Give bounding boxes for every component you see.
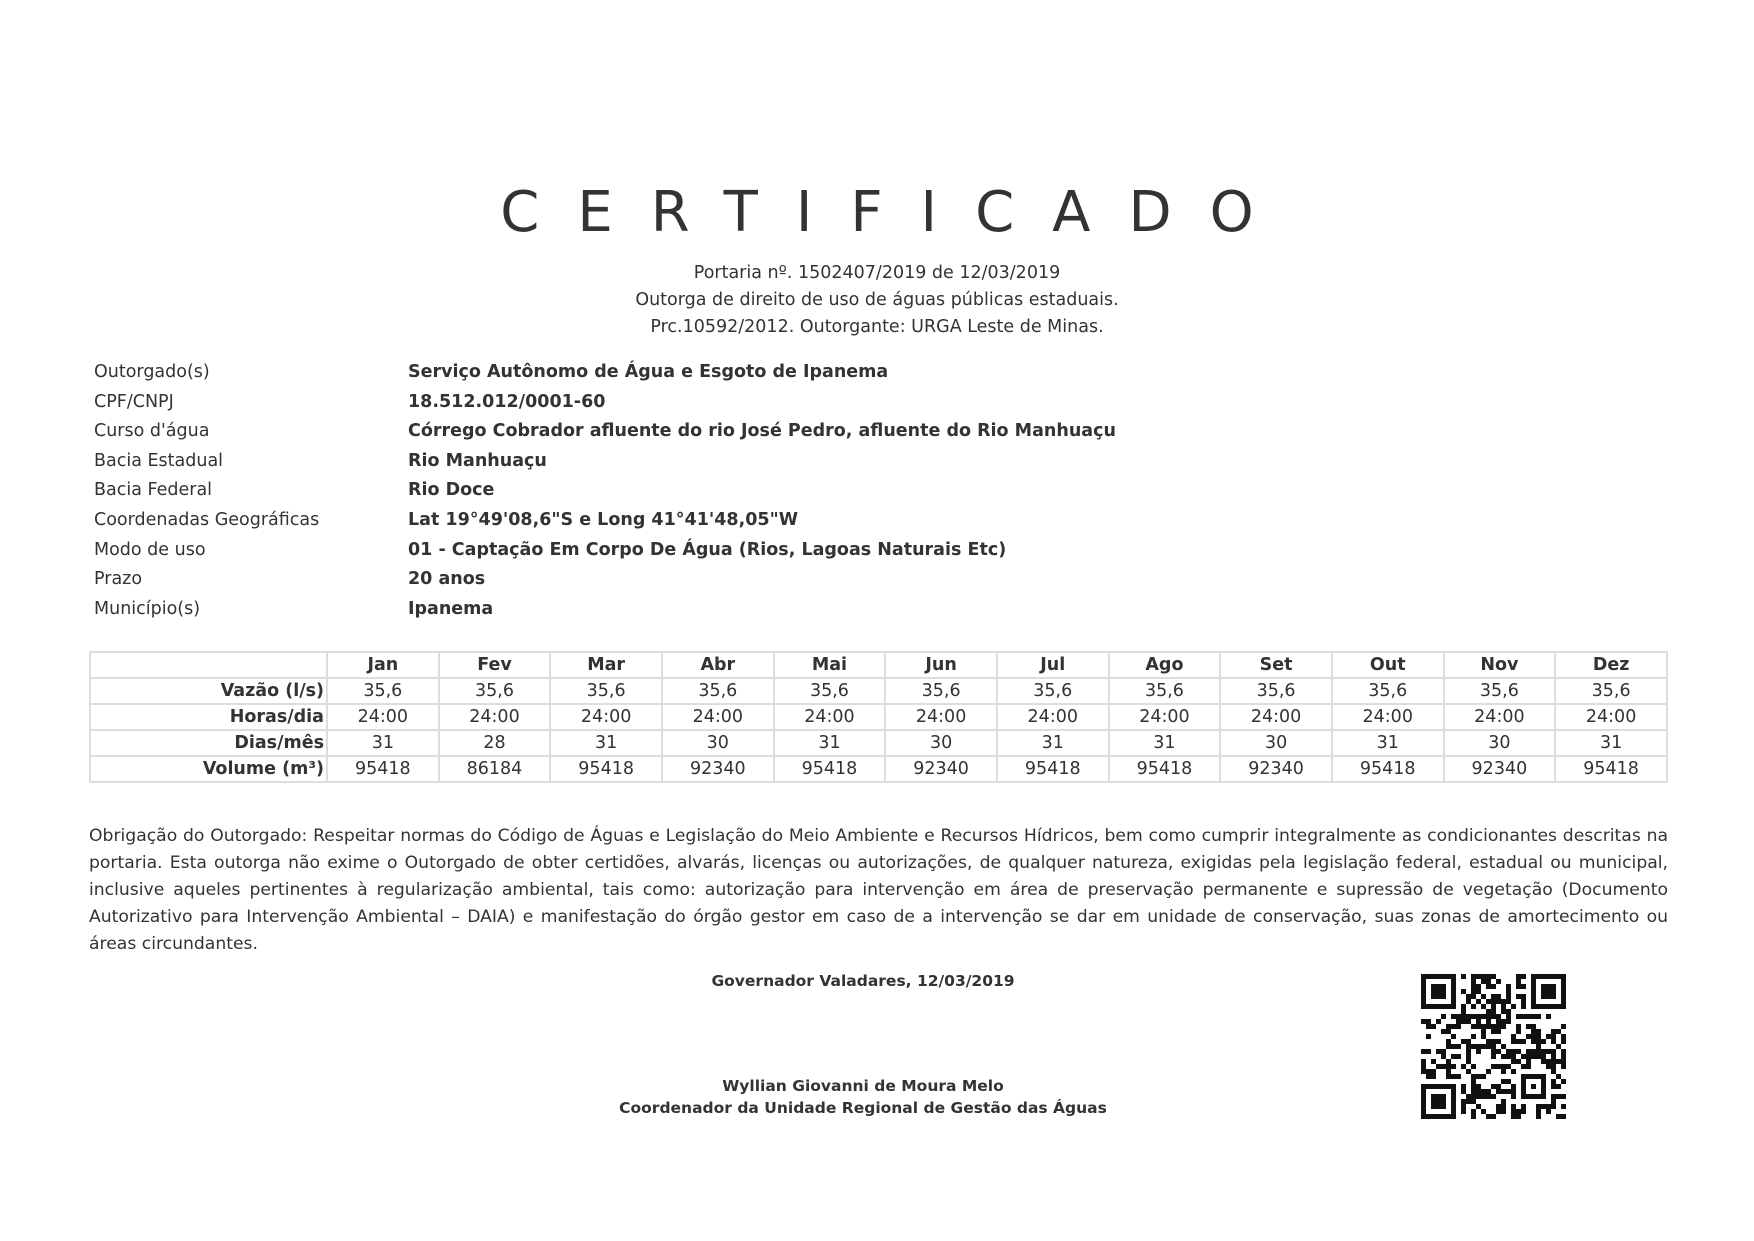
month-header: Mar xyxy=(550,652,662,678)
month-header: Ago xyxy=(1109,652,1221,678)
info-label: CPF/CNPJ xyxy=(94,391,174,412)
table-cell: 95418 xyxy=(774,756,886,782)
table-cell: 95418 xyxy=(550,756,662,782)
table-cell: 92340 xyxy=(1220,756,1332,782)
table-cell: 31 xyxy=(1109,730,1221,756)
qr-code-icon xyxy=(1421,974,1566,1119)
table-cell: 30 xyxy=(662,730,774,756)
table-cell: 24:00 xyxy=(1220,704,1332,730)
table-cell: 24:00 xyxy=(997,704,1109,730)
table-cell: 35,6 xyxy=(1109,678,1221,704)
info-value: Rio Manhuaçu xyxy=(408,450,547,471)
table-header-row xyxy=(90,652,1667,678)
table-cell: 95418 xyxy=(997,756,1109,782)
table-cell: 30 xyxy=(885,730,997,756)
signature-block xyxy=(540,1075,1186,1119)
info-label: Coordenadas Geográficas xyxy=(94,509,320,530)
info-value: 01 - Captação Em Corpo De Água (Rios, Lagoas Naturais Etc) xyxy=(408,539,1007,560)
process-line: Prc.10592/2012. Outorgante: URGA Leste de Minas. xyxy=(650,317,1104,337)
info-row xyxy=(94,536,1594,566)
table-cell: 30 xyxy=(1444,730,1556,756)
obligation-paragraph: Obrigação do Outorgado: Respeitar normas do Código de Águas e Legislação do Meio Ambiente e Recursos Hídricos, bem como cumprir integralmente as condicionantes descritas na portaria. Esta outorga não exime o Outorgado de obter certidões, alvarás, licenças ou autorizações, de qualquer natureza, exigidas pela legislação federal, estadual ou municipal, inclusive aqueles pertinentes à regularização ambiental, tais como: autorização para intervenção em área de preservação permanente e supressão de vegetação (Documento Autorizativo para Intervenção Ambiental – DAIA) e manifestação do órgão gestor em caso de a intervenção se dar em unidade de conservação, suas zonas de amortecimento ou áreas circundantes. xyxy=(89,826,1668,954)
table-cell: 92340 xyxy=(885,756,997,782)
table-cell: 24:00 xyxy=(550,704,662,730)
table-cell: 31 xyxy=(997,730,1109,756)
month-header: Mai xyxy=(774,652,886,678)
certificate-title: CERTIFICADO xyxy=(500,180,1292,245)
table-cell: 35,6 xyxy=(997,678,1109,704)
table-cell: 24:00 xyxy=(1332,704,1444,730)
table-cell: 31 xyxy=(327,730,439,756)
table-cell: 24:00 xyxy=(662,704,774,730)
info-label: Município(s) xyxy=(94,598,201,619)
table-cell: 35,6 xyxy=(1332,678,1444,704)
table-cell: 35,6 xyxy=(327,678,439,704)
table-cell: 35,6 xyxy=(662,678,774,704)
row-label: Vazão (l/s) xyxy=(90,678,327,704)
month-header: Set xyxy=(1220,652,1332,678)
table-cell: 35,6 xyxy=(885,678,997,704)
info-label: Curso d'água xyxy=(94,421,210,442)
table-cell: 95418 xyxy=(1332,756,1444,782)
info-value: 20 anos xyxy=(408,569,486,590)
info-value: Ipanema xyxy=(408,598,494,619)
table-cell: 95418 xyxy=(327,756,439,782)
table-corner-cell xyxy=(90,652,327,678)
certificate-header xyxy=(0,260,1754,341)
row-label: Horas/dia xyxy=(90,704,327,730)
table-cell: 92340 xyxy=(1444,756,1556,782)
month-header: Jul xyxy=(997,652,1109,678)
table-cell: 35,6 xyxy=(774,678,886,704)
info-value: Lat 19°49'08,6"S e Long 41°41'48,05"W xyxy=(408,509,799,530)
grant-info-list xyxy=(94,358,1594,624)
table-cell: 31 xyxy=(1555,730,1667,756)
info-row xyxy=(94,565,1594,595)
table-cell: 24:00 xyxy=(1109,704,1221,730)
table-cell: 35,6 xyxy=(550,678,662,704)
table-cell: 24:00 xyxy=(439,704,551,730)
table-row xyxy=(90,678,1667,704)
table-cell: 86184 xyxy=(439,756,551,782)
info-row xyxy=(94,506,1594,536)
grant-description-line: Outorga de direito de uso de águas públicas estaduais. xyxy=(635,290,1119,310)
ordinance-line: Portaria nº. 1502407/2019 de 12/03/2019 xyxy=(693,263,1061,283)
table-cell: 95418 xyxy=(1555,756,1667,782)
table-cell: 92340 xyxy=(662,756,774,782)
table-cell: 24:00 xyxy=(1444,704,1556,730)
info-row xyxy=(94,447,1594,477)
signatory-role: Coordenador da Unidade Regional de Gestão das Águas xyxy=(619,1099,1107,1117)
table-cell: 35,6 xyxy=(439,678,551,704)
info-label: Bacia Estadual xyxy=(94,450,224,471)
signatory-name: Wyllian Giovanni de Moura Melo xyxy=(722,1077,1004,1095)
table-cell: 24:00 xyxy=(774,704,886,730)
table-cell: 35,6 xyxy=(1555,678,1667,704)
info-row xyxy=(94,476,1594,506)
table-cell: 95418 xyxy=(1109,756,1221,782)
month-header: Dez xyxy=(1555,652,1667,678)
info-label: Modo de uso xyxy=(94,539,206,560)
table-cell: 30 xyxy=(1220,730,1332,756)
month-header: Abr xyxy=(662,652,774,678)
table-row xyxy=(90,704,1667,730)
row-label: Volume (m³) xyxy=(90,756,327,782)
table-cell: 24:00 xyxy=(327,704,439,730)
month-header: Jun xyxy=(885,652,997,678)
info-label: Prazo xyxy=(94,569,143,590)
info-value: Rio Doce xyxy=(408,480,495,501)
table-cell: 35,6 xyxy=(1220,678,1332,704)
row-label: Dias/mês xyxy=(90,730,327,756)
month-header: Jan xyxy=(327,652,439,678)
table-cell: 35,6 xyxy=(1444,678,1556,704)
table-cell: 24:00 xyxy=(885,704,997,730)
info-row xyxy=(94,358,1594,388)
info-label: Bacia Federal xyxy=(94,480,213,501)
table-cell: 28 xyxy=(439,730,551,756)
info-label: Outorgado(s) xyxy=(94,362,210,382)
info-value: Córrego Cobrador afluente do rio José Pedro, afluente do Rio Manhuaçu xyxy=(408,421,1116,442)
table-row xyxy=(90,730,1667,756)
table-cell: 31 xyxy=(1332,730,1444,756)
table-cell: 31 xyxy=(550,730,662,756)
info-value: Serviço Autônomo de Água e Esgoto de Ipanema xyxy=(408,362,889,382)
month-header: Nov xyxy=(1444,652,1556,678)
table-cell: 24:00 xyxy=(1555,704,1667,730)
monthly-flow-table xyxy=(89,651,1668,783)
info-row xyxy=(94,417,1594,447)
table-cell: 31 xyxy=(774,730,886,756)
info-value: 18.512.012/0001-60 xyxy=(408,391,606,412)
month-header: Fev xyxy=(439,652,551,678)
place-and-date: Governador Valadares, 12/03/2019 xyxy=(711,972,1015,990)
month-header: Out xyxy=(1332,652,1444,678)
table-row xyxy=(90,756,1667,782)
info-row xyxy=(94,595,1594,625)
info-row xyxy=(94,388,1594,418)
